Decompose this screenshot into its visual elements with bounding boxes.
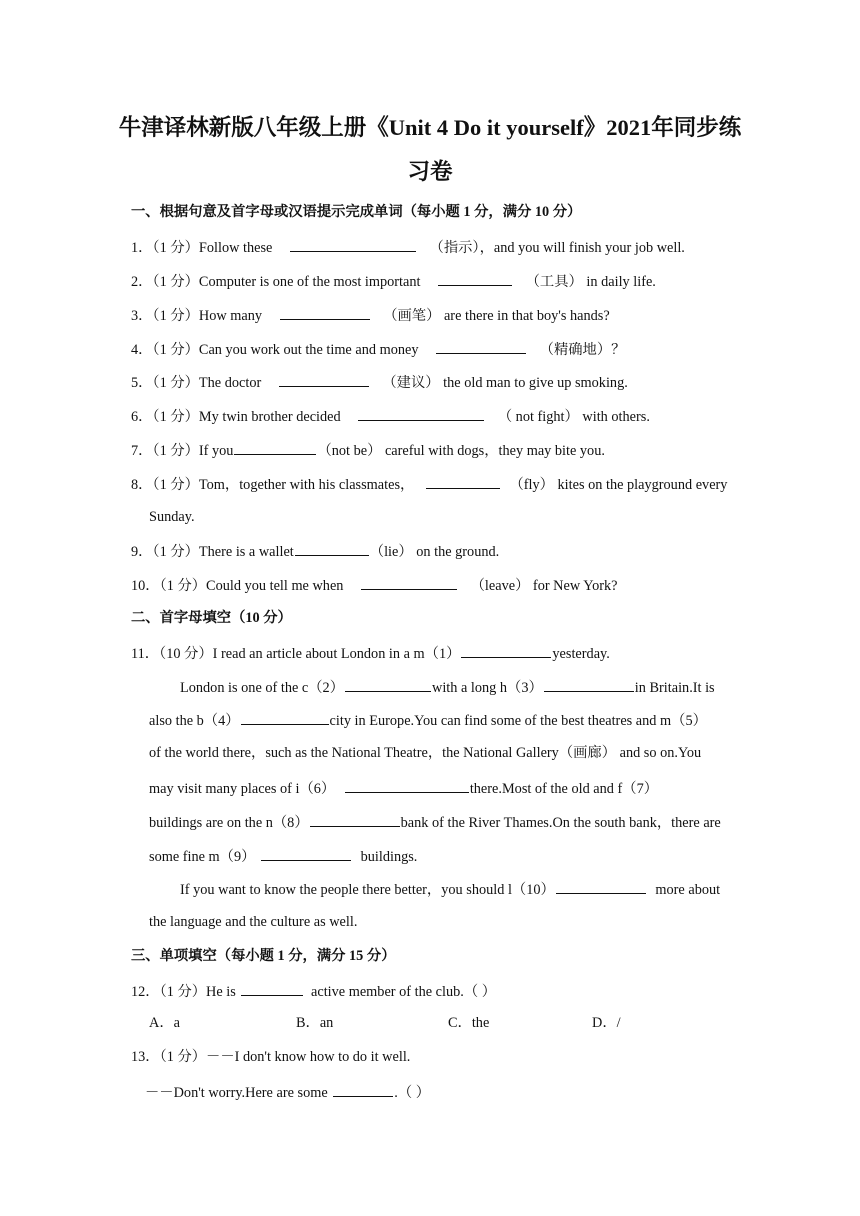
question-12-option-a[interactable]: A．a xyxy=(149,1015,180,1031)
question-13-reply xyxy=(145,1082,430,1102)
question-2-answer-blank[interactable] xyxy=(438,271,512,286)
passage-text: London is one of the c（2） xyxy=(180,680,344,696)
blank-10[interactable] xyxy=(556,879,646,894)
section-heading-1: 一、根据句意及首字母或汉语提示完成单词（每小题 1 分，满分 10 分） xyxy=(131,204,582,220)
passage-text: with a long h（3） xyxy=(432,680,543,696)
question-10-tail: （leave） for New York? xyxy=(470,578,618,594)
question-12-option-d[interactable]: D．/ xyxy=(592,1015,621,1031)
passage-text: in Britain.It is xyxy=(634,680,715,696)
question-7-stem: 7．（1 分）If you xyxy=(131,443,234,459)
question-11-line-8 xyxy=(180,879,720,899)
passage-text: city in Europe.You can find some of the best theatres and m（5） xyxy=(329,713,707,729)
question-2-tail: （工具） in daily life. xyxy=(525,274,656,290)
question-11-stem: 11．（10 分）I read an article about London in a m（1） xyxy=(131,646,461,662)
question-8-answer-blank[interactable] xyxy=(426,474,500,489)
blank-8[interactable] xyxy=(310,812,400,827)
blank-6[interactable] xyxy=(345,778,469,793)
page-title: 牛津译林新版八年级上册《Unit 4 Do it yourself》2021年同步练 xyxy=(118,115,742,140)
question-1-stem: 1．（1 分）Follow these xyxy=(131,240,273,256)
blank-3[interactable] xyxy=(544,677,634,692)
question-9-tail: （lie） on the ground. xyxy=(369,544,500,560)
question-11-line-5 xyxy=(149,778,658,798)
question-6-tail: （ not fight） with others. xyxy=(497,409,650,425)
question-12-tail: active member of the club.（ ） xyxy=(311,984,497,1000)
passage-text: may visit many places of i（6） xyxy=(149,781,336,797)
question-11-line-9: the language and the culture as well. xyxy=(149,914,358,930)
passage-text: some fine m（9） xyxy=(149,849,256,865)
question-8-stem: 8．（1 分）Tom，together with his classmates， xyxy=(131,477,415,493)
passage-text: more about xyxy=(655,882,721,898)
passage-text: also the b（4） xyxy=(149,713,240,729)
question-13-stem: －－Don't worry.Here are some xyxy=(145,1085,328,1101)
question-6-stem: 6．（1 分）My twin brother decided xyxy=(131,409,341,425)
page-title-continued: 习卷 xyxy=(407,159,453,184)
question-2-stem: 2．（1 分）Computer is one of the most important xyxy=(131,274,421,290)
blank-9[interactable] xyxy=(261,846,351,861)
section-heading-3: 三、单项填空（每小题 1 分，满分 15 分） xyxy=(131,948,396,964)
passage-text: buildings. xyxy=(360,849,418,865)
question-1 xyxy=(131,237,685,257)
question-11-line-4: of the world there，such as the National Theatre，the National Gallery（画廊） and so on.You xyxy=(149,745,702,761)
question-1-answer-blank[interactable] xyxy=(290,237,416,252)
question-5-stem: 5．（1 分）The doctor xyxy=(131,375,262,391)
blank-4[interactable] xyxy=(241,710,329,725)
question-3-answer-blank[interactable] xyxy=(280,305,370,320)
question-8 xyxy=(131,474,727,494)
question-10 xyxy=(131,575,618,595)
question-11-line-7 xyxy=(149,846,417,866)
question-13-answer-blank[interactable] xyxy=(333,1082,393,1097)
question-11-line-2 xyxy=(180,677,715,697)
question-8-tail: （fly） kites on the playground every xyxy=(509,477,728,493)
question-4-tail: （精确地）？ xyxy=(539,342,626,358)
question-12 xyxy=(131,981,496,1001)
question-13-tail: .（ ） xyxy=(394,1085,431,1101)
question-5-tail: （建议） the old man to give up smoking. xyxy=(382,375,628,391)
question-13: 13．（1 分）－－I don't know how to do it well. xyxy=(131,1049,411,1065)
passage-text: buildings are on the n（8） xyxy=(149,815,309,831)
question-7 xyxy=(131,440,605,460)
question-11-text: yesterday. xyxy=(552,646,610,662)
question-2 xyxy=(131,271,656,291)
question-12-option-b[interactable]: B．an xyxy=(296,1015,334,1031)
question-12-option-c[interactable]: C．the xyxy=(448,1015,490,1031)
question-9 xyxy=(131,541,499,561)
question-5-answer-blank[interactable] xyxy=(279,372,369,387)
section-heading-2: 二、首字母填空（10 分） xyxy=(131,610,292,626)
question-3 xyxy=(131,305,610,325)
question-11-line-3 xyxy=(149,710,707,730)
question-10-stem: 10．（1 分）Could you tell me when xyxy=(131,578,344,594)
question-7-answer-blank[interactable] xyxy=(234,440,316,455)
question-6 xyxy=(131,406,650,426)
passage-text: there.Most of the old and f（7） xyxy=(469,781,659,797)
blank-1[interactable] xyxy=(461,643,551,658)
question-9-stem: 9．（1 分）There is a wallet xyxy=(131,544,294,560)
question-12-stem: 12．（1 分）He is xyxy=(131,984,236,1000)
question-8-continued: Sunday. xyxy=(149,509,195,525)
question-7-tail: （not be） careful with dogs，they may bite you. xyxy=(317,443,605,459)
question-4-answer-blank[interactable] xyxy=(436,339,526,354)
question-1-tail: （指示），and you will finish your job well. xyxy=(429,240,685,256)
question-5 xyxy=(131,372,628,392)
question-11-line-6 xyxy=(149,812,721,832)
question-12-answer-blank[interactable] xyxy=(241,981,303,996)
question-11-line-1 xyxy=(131,643,610,663)
question-9-answer-blank[interactable] xyxy=(295,541,369,556)
question-3-tail: （画笔） are there in that boy's hands? xyxy=(383,308,610,324)
question-6-answer-blank[interactable] xyxy=(358,406,484,421)
passage-text: bank of the River Thames.On the south bank，there are xyxy=(400,815,721,831)
question-10-answer-blank[interactable] xyxy=(361,575,457,590)
question-3-stem: 3．（1 分）How many xyxy=(131,308,263,324)
blank-2[interactable] xyxy=(345,677,431,692)
question-4-stem: 4．（1 分）Can you work out the time and money xyxy=(131,342,419,358)
passage-text: If you want to know the people there better，you should l（10） xyxy=(180,882,555,898)
question-4 xyxy=(131,339,625,359)
